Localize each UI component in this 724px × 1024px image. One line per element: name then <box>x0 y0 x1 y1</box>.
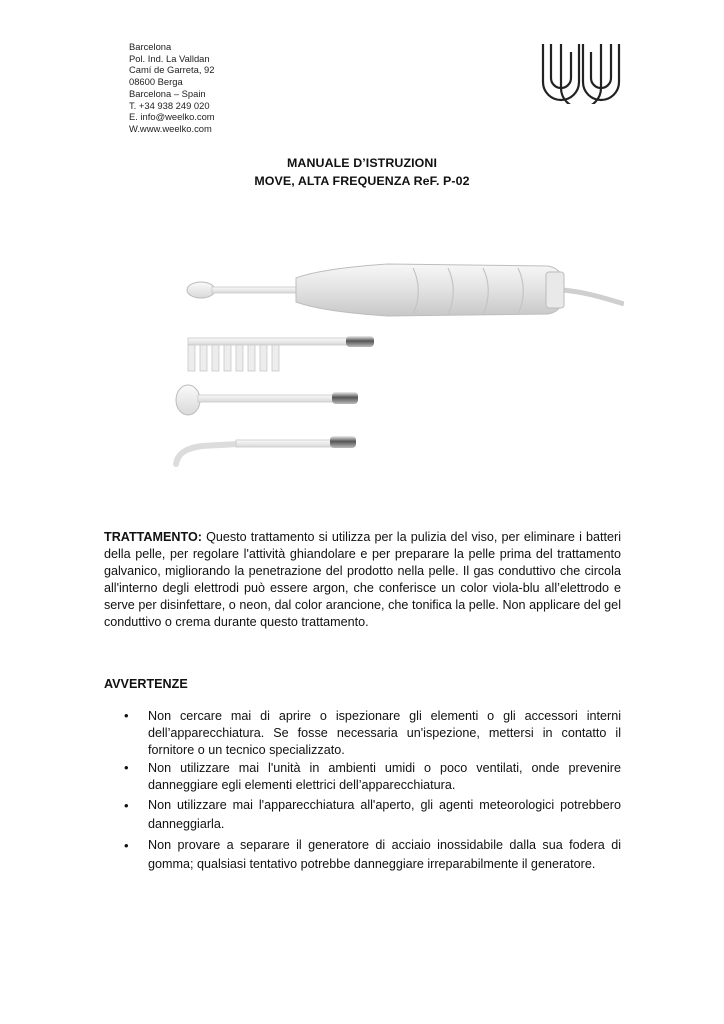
comb-electrode <box>188 336 374 371</box>
title-line-1: MANUALE D’ISTRUZIONI <box>287 156 437 170</box>
high-frequency-device-image <box>168 252 624 478</box>
treatment-text: Questo trattamento si utilizza per la pulizia del viso, per eliminare i batteri della pelle, per regolare l'attività ghiandolare e per preparare la pelle prima del trattamento galvanico, migliorando la penetrazione del prodotto nella pelle. Il gas conduttivo che circola all'interno degli elettrodi può essere argon, che conferisce un color viola-blu all’elettrodo e serve per disinfettare, o neon, dal color arancione, che tonifica la pelle. Non applicare del gel conduttivo o crema durante questo trattamento. <box>104 530 621 630</box>
mushroom-electrode <box>176 385 358 415</box>
warning-text: Non cercare mai di aprire o ispezionare gli elementi o gli accessori interni dell’apparecchiatura. Se fosse necessaria un'ispezione, mettersi in contatto il fornitore o un tecnico specializzato. <box>148 709 621 757</box>
address-line: Barcelona <box>129 41 172 52</box>
warning-text: Non utilizzare mai l'unità in ambienti umidi o poco ventilati, onde prevenire danneggiare egli elementi elettrici dell’apparecchiatura. <box>148 761 621 793</box>
treatment-paragraph <box>104 529 621 632</box>
title-line-2: MOVE, ALTA FREQUENZA ReF. P-02 <box>254 174 470 188</box>
bullet: • <box>124 837 129 853</box>
warnings-heading: AVVERTENZE <box>104 677 188 691</box>
warning-text: Non provare a separare il generatore di acciaio inossidabile dalla sua fodera di gomma; qualsiasi tentativo potrebbe danneggiare irreparabilmente il generatore. <box>148 837 621 871</box>
address-line: Camí de Garreta, 92 <box>129 64 215 76</box>
document-title <box>0 154 724 190</box>
address-phone: T. +34 938 249 020 <box>129 99 210 111</box>
address-line: 08600 Berga <box>129 76 183 88</box>
handpiece <box>187 264 624 316</box>
bullet: • <box>124 708 129 723</box>
address-line: Pol. Ind. La Valldan <box>129 52 210 64</box>
treatment-label: TRATTAMENTO: <box>104 530 202 544</box>
company-address <box>129 41 215 135</box>
bullet: • <box>124 797 129 813</box>
list-item <box>104 836 621 874</box>
bullet: • <box>124 760 129 776</box>
address-email: E. info@weelko.com <box>129 111 215 123</box>
probe-electrode <box>176 436 356 464</box>
address-website: W.www.weelko.com <box>129 122 212 134</box>
address-line: Barcelona – Spain <box>129 87 206 99</box>
list-item <box>104 760 621 794</box>
list-item <box>104 796 621 834</box>
warnings-list <box>104 708 621 876</box>
warning-text: Non utilizzare mai l'apparecchiatura all'aperto, gli agenti meteorologici potrebbero danneggiarla. <box>148 797 621 831</box>
list-item <box>104 708 621 758</box>
weelko-logo <box>540 42 622 104</box>
